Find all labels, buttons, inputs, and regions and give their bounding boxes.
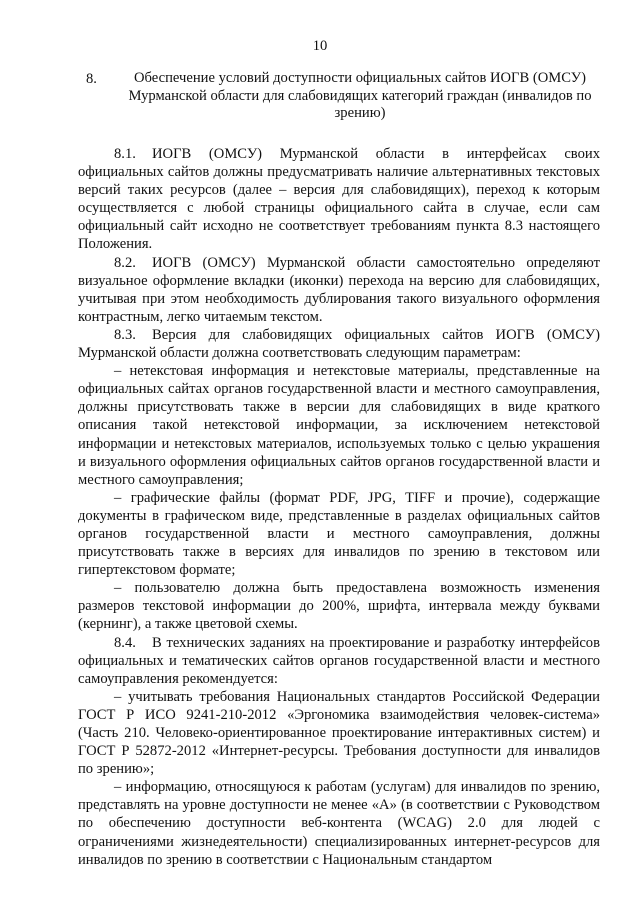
section-title: Обеспечение условий доступности официальных сайтов ИОГВ (ОМСУ) Мурманской области для слабовидящих категорий граждан (инвалидов по зрению) <box>128 70 592 121</box>
paragraph-8-2 <box>78 254 600 326</box>
page-number: 10 <box>312 38 328 54</box>
paragraph-text: В технических заданиях на проектирование и разработку интерфейсов официальных и тематических сайтов органов государственной власти и местного самоуправления рекомендуется: <box>78 634 600 687</box>
list-item-gost-standards: – учитывать требования Национальных стандартов Российской Федерации ГОСТ Р ИСО 9241-210-2012 «Эргономика взаимодействия человек-система» (Часть 210. Человеко-ориентированное проектирование интерактивных систем) и ГОСТ Р 52872-2012 «Интернет-ресурсы. Требования доступности для инвалидов по зрению»; <box>78 688 600 778</box>
list-item-text-size: – пользователю должна быть предоставлена возможность изменения размеров текстовой информации до 200%, шрифта, интервала между буквами (кернинг), а также цветовой схемы. <box>78 580 600 633</box>
paragraph-text: ИОГВ (ОМСУ) Мурманской области в интерфейсах своих официальных сайтов должны предусматривать наличие альтернативных текстовых версий таких ресурсов (далее – версия для слабовидящих), переход к которым осуществляется с любой страницы официального сайта в случае, если сам официальный сайт исходно не соответствует требованиям пункта 8.3 настоящего Положения. <box>78 146 600 253</box>
list-item-wcag-info: – информацию, относящуюся к работам (услугам) для инвалидов по зрению, представлять на уровне доступности не менее «А» (в соответствии с Руководством по обеспечению доступности веб-контента (WCAG) 2.0 для людей с ограничениями жизнедеятельности) специализированных интернет-ресурсов для инвалидов по зрению в соответствии с Национальным стандартом <box>78 779 600 868</box>
paragraph-number: 8.2. <box>114 254 136 271</box>
section-number: 8. <box>86 71 97 87</box>
list-item-nontext-info: – нетекстовая информация и нетекстовые материалы, представленные на официальных сайтах органов государственной власти и местного самоуправления, должны присутствовать также в версии для слабовидящих в виде краткого описания такой нетекстовой информации, за исключением нетекстовой информации и нетекстовых материалов, используемых только с целью украшения и визуального оформления официальных сайтов органов государственной власти и местного самоуправления; <box>78 363 600 488</box>
paragraph-number: 8.3. <box>114 326 136 343</box>
list-item-graphic-files: – графические файлы (формат PDF, JPG, TIFF и прочие), содержащие документы в графическом виде, представленные в разделах официальных сайтов органов государственной власти и местного самоуправления, должны присутствовать также в версиях для инвалидов по зрению в текстовом или гипертекстовом формате; <box>78 489 600 579</box>
paragraph-8-3 <box>78 326 600 362</box>
paragraph-number: 8.1. <box>114 146 136 162</box>
paragraph-8-4 <box>78 634 600 688</box>
paragraph-text: ИОГВ (ОМСУ) Мурманской области самостоятельно определяют визуальное оформление вкладки (иконки) перехода на версию для слабовидящих, учитывая при этом необходимость дублирования такого визуального оформления контрастным, легко читаемым текстом. <box>78 254 600 325</box>
paragraph-number: 8.4. <box>114 634 136 651</box>
paragraph-text: Версия для слабовидящих официальных сайтов ИОГВ (ОМСУ) Мурманской области должна соответствовать следующим параметрам: <box>78 326 600 362</box>
paragraph-8-1 <box>78 145 600 254</box>
document-body <box>78 145 600 869</box>
